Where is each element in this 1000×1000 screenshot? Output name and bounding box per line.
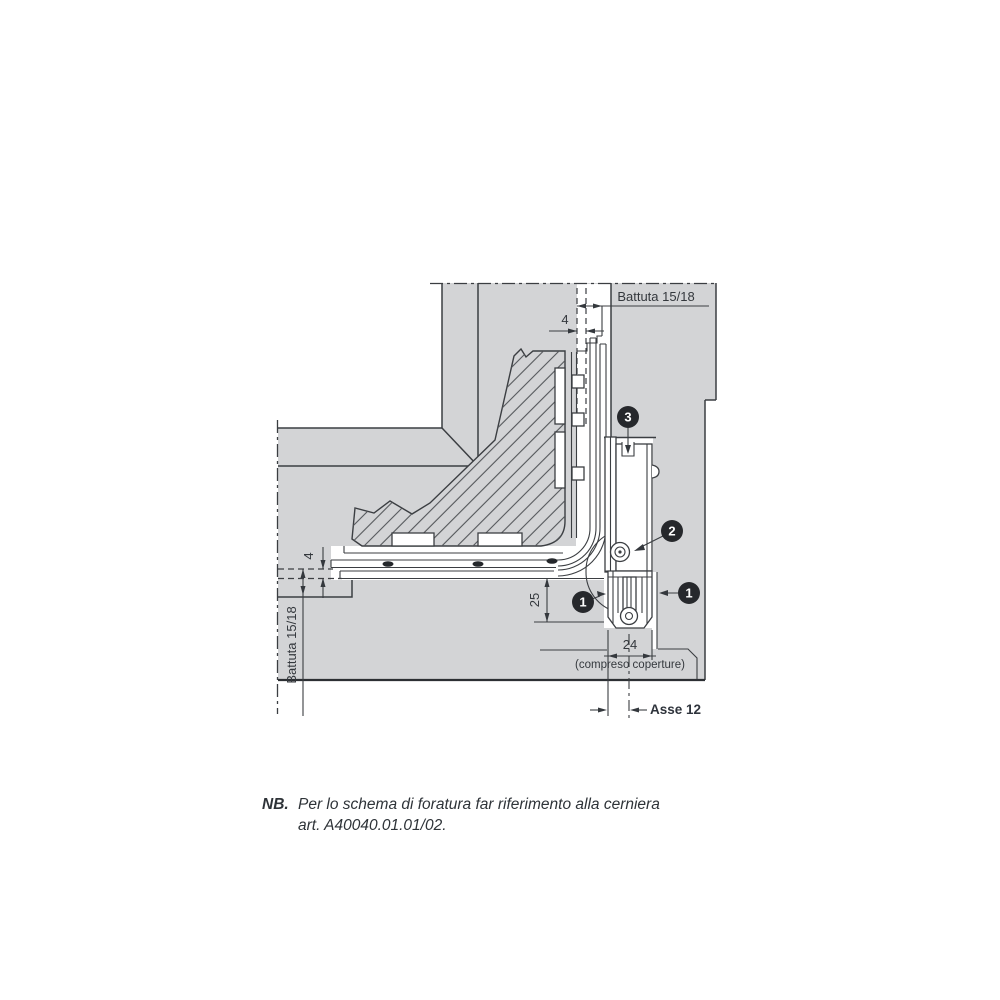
clip: [572, 467, 584, 480]
slot: [478, 533, 522, 546]
dimension-asse-12: [590, 702, 701, 717]
dim-label-asse: Asse 12: [650, 702, 702, 717]
callout-1-right-number: 1: [685, 585, 693, 601]
screw-dot: [473, 561, 484, 567]
dim-label-25: 25: [527, 592, 542, 608]
footnote-text: Per lo schema di foratura far riferimento alla cerniera art. A40040.01.01/02.: [298, 796, 660, 834]
clip: [572, 413, 584, 426]
callout-2-number: 2: [668, 523, 676, 539]
dim-label-battuta-left: Battuta 15/18: [284, 606, 299, 684]
dim-label-gap-left: 4: [301, 552, 316, 560]
dim-label-24-note: (compreso coperture): [575, 659, 685, 671]
screw-dot: [383, 561, 394, 567]
clip: [572, 375, 584, 388]
slot: [392, 533, 434, 546]
screw-dot: [547, 558, 558, 564]
slot: [555, 368, 565, 424]
dim-label-battuta-top: Battuta 15/18: [617, 289, 695, 304]
dim-label-24: 24: [622, 637, 638, 652]
dim-label-gap-top: 4: [561, 312, 569, 327]
callout-3-number: 3: [624, 409, 632, 425]
callout-1-left-number: 1: [579, 594, 587, 610]
footnote: [262, 794, 732, 836]
slot: [555, 432, 565, 488]
footnote-prefix: NB.: [262, 796, 289, 813]
pivot-pin: [621, 608, 638, 625]
